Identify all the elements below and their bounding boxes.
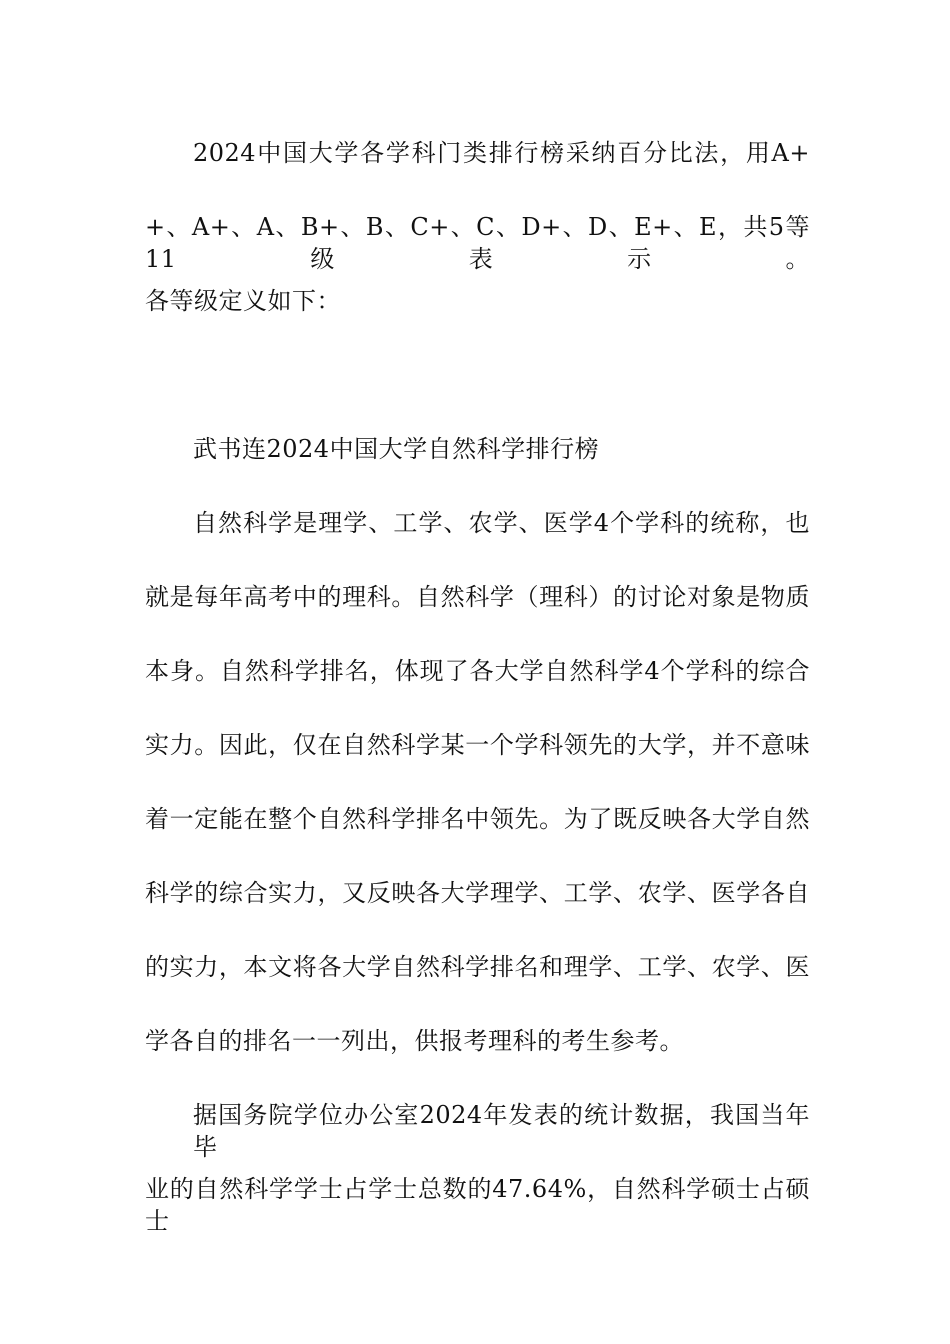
paragraph-natural-science-line-5: 着一定能在整个自然科学排名中领先。为了既反映各大学自然 xyxy=(145,805,810,833)
paragraph-natural-science-line-1: 自然科学是理学、工学、农学、医学4个学科的统称，也 xyxy=(193,509,810,537)
paragraph-grading-line-3: 各等级定义如下： xyxy=(145,287,341,315)
paragraph-natural-science-line-6: 科学的综合实力，又反映各大学理学、工学、农学、医学各自 xyxy=(145,879,810,907)
paragraph-natural-science-line-3: 本身。自然科学排名，体现了各大学自然科学4个学科的综合 xyxy=(145,657,810,685)
paragraph-natural-science-line-4: 实力。因此，仅在自然科学某一个学科领先的大学，并不意味 xyxy=(145,731,810,759)
paragraph-grading-line-1: 2024中国大学各学科门类排行榜采纳百分比法，用A+ xyxy=(193,139,810,167)
section-heading: 武书连2024中国大学自然科学排行榜 xyxy=(193,435,600,463)
paragraph-statistics-line-1: 据国务院学位办公室2024年发表的统计数据，我国当年毕 xyxy=(193,1101,810,1161)
paragraph-natural-science-line-7: 的实力，本文将各大学自然科学排名和理学、工学、农学、医 xyxy=(145,953,810,981)
paragraph-grading-line-2: +、A+、A、B+、B、C+、C、D+、D、E+、E，共5等11级表示。 xyxy=(145,213,810,273)
paragraph-statistics-line-2: 业的自然科学学士占学士总数的47.64%，自然科学硕士占硕士 xyxy=(145,1175,810,1235)
paragraph-natural-science-line-2: 就是每年高考中的理科。自然科学（理科）的讨论对象是物质 xyxy=(145,583,810,611)
paragraph-natural-science-line-8: 学各自的排名一一列出，供报考理科的考生参考。 xyxy=(145,1027,684,1055)
